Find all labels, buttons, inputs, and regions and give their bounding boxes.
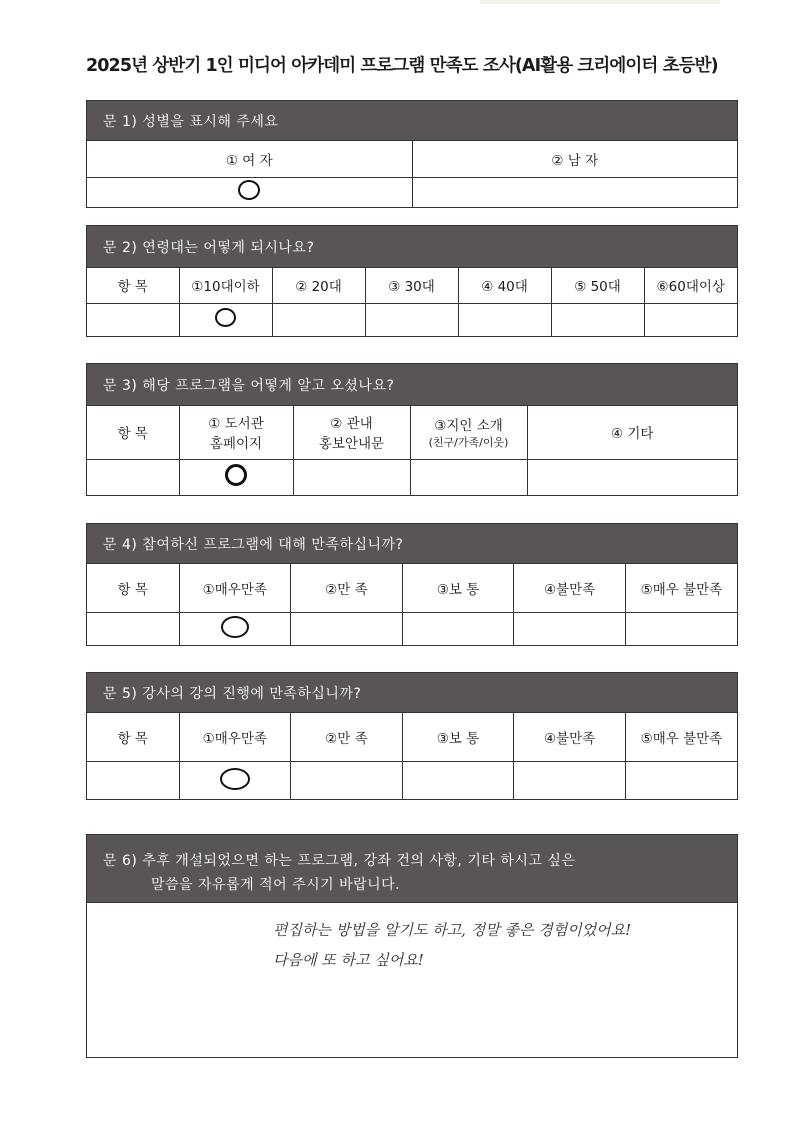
q4-option-4: ④불만족: [514, 564, 626, 612]
q3-option-1-line2: 홈페이지: [209, 436, 263, 453]
q3-option-3-line2: (친구/가족/이웃): [428, 436, 509, 450]
question-4-header: 문 4) 참여하신 프로그램에 대해 만족하십니까?: [87, 524, 737, 564]
q5-answer-1[interactable]: [179, 761, 291, 800]
q3-row-label: 항 목: [87, 406, 179, 459]
question-6-block: [86, 834, 738, 1058]
q5-answer-4[interactable]: [514, 761, 626, 800]
top-edge-strip: [480, 0, 720, 4]
q2-answer-3[interactable]: [365, 303, 458, 336]
question-3-block: [86, 363, 738, 496]
q4-answer-1[interactable]: [179, 612, 291, 646]
q4-option-3: ③보 통: [402, 564, 514, 612]
q4-answer-3[interactable]: [402, 612, 514, 646]
q6-answer-line2: 다음에 또 하고 싶어요!: [273, 951, 424, 969]
q5-option-5: ⑤매우 불만족: [625, 713, 737, 761]
q3-option-2: [293, 406, 410, 459]
circle-mark-icon: [221, 616, 249, 638]
q2-option-6: ⑥60대이상: [644, 268, 737, 303]
q3-option-1: [179, 406, 293, 459]
q2-option-4: ④ 40대: [458, 268, 551, 303]
circle-mark-icon: [225, 464, 247, 486]
q3-option-2-line1: ② 관내: [330, 416, 373, 433]
q4-answer-label: [87, 612, 179, 646]
q5-option-3: ③보 통: [402, 713, 514, 761]
question-6-line2: 말씀을 자유롭게 적어 주시기 바랍니다.: [151, 877, 401, 893]
q3-answer-1[interactable]: [179, 459, 293, 495]
q2-option-2: ② 20대: [272, 268, 365, 303]
q2-option-3: ③ 30대: [365, 268, 458, 303]
question-1-header: 문 1) 성별을 표시해 주세요: [87, 101, 737, 141]
question-6-line1: 문 6) 추후 개설되었으면 하는 프로그램, 강좌 건의 사항, 기타 하시고 싶은: [103, 853, 576, 869]
q4-answer-5[interactable]: [625, 612, 737, 646]
question-1-table: [87, 141, 737, 207]
q1-answer-male[interactable]: [412, 177, 737, 207]
q6-answer-line1: 편집하는 방법을 알기도 하고, 정말 좋은 경험이었어요!: [273, 921, 632, 939]
q2-option-5: ⑤ 50대: [551, 268, 644, 303]
q1-answer-female[interactable]: [87, 177, 412, 207]
circle-mark-icon: [238, 180, 260, 200]
question-1-block: [86, 100, 738, 208]
q3-option-4: ④ 기타: [527, 406, 737, 459]
q2-answer-6[interactable]: [644, 303, 737, 336]
q2-answer-2[interactable]: [272, 303, 365, 336]
q2-answer-1[interactable]: [179, 303, 272, 336]
q5-option-1: ①매우만족: [179, 713, 291, 761]
circle-mark-icon: [220, 768, 250, 790]
question-2-table: [87, 268, 737, 336]
question-3-table: [87, 406, 737, 495]
q4-option-2: ②만 족: [291, 564, 403, 612]
q2-answer-4[interactable]: [458, 303, 551, 336]
q1-option-female: ① 여 자: [87, 141, 412, 177]
question-6-header: [87, 835, 737, 903]
q3-answer-label: [87, 459, 179, 495]
q6-answer-area[interactable]: [87, 903, 737, 1058]
q2-answer-5[interactable]: [551, 303, 644, 336]
q3-option-1-line1: ① 도서관: [208, 416, 264, 433]
q5-answer-2[interactable]: [291, 761, 403, 800]
question-5-table: [87, 713, 737, 800]
q3-answer-3[interactable]: [410, 459, 527, 495]
q4-option-5: ⑤매우 불만족: [625, 564, 737, 612]
question-5-header: 문 5) 강사의 강의 진행에 만족하십니까?: [87, 673, 737, 713]
q2-option-1: ①10대이하: [179, 268, 272, 303]
q1-option-male: ② 남 자: [412, 141, 737, 177]
q2-answer-label: [87, 303, 179, 336]
q5-row-label: 항 목: [87, 713, 179, 761]
circle-mark-icon: [215, 308, 236, 327]
q3-option-3-line1: ③지인 소개: [434, 418, 503, 435]
q3-answer-4[interactable]: [527, 459, 737, 495]
q4-row-label: 항 목: [87, 564, 179, 612]
question-2-header: 문 2) 연령대는 어떻게 되시나요?: [87, 226, 737, 268]
q3-option-2-line2: 홍보안내문: [318, 436, 385, 453]
q5-answer-3[interactable]: [402, 761, 514, 800]
question-4-block: [86, 523, 738, 646]
q5-option-4: ④불만족: [514, 713, 626, 761]
q5-option-2: ②만 족: [291, 713, 403, 761]
q5-answer-5[interactable]: [625, 761, 737, 800]
question-2-block: [86, 225, 738, 337]
q2-row-label: 항 목: [87, 268, 179, 303]
q4-answer-4[interactable]: [514, 612, 626, 646]
question-4-table: [87, 564, 737, 646]
survey-title: 2025년 상반기 1인 미디어 아카데미 프로그램 만족도 조사(AI활용 크리에이터 초등반): [86, 56, 718, 76]
question-5-block: [86, 672, 738, 800]
q5-answer-label: [87, 761, 179, 800]
q4-option-1: ①매우만족: [179, 564, 291, 612]
q3-option-3: [410, 406, 527, 459]
question-3-header: 문 3) 해당 프로그램을 어떻게 알고 오셨나요?: [87, 364, 737, 406]
q4-answer-2[interactable]: [291, 612, 403, 646]
q3-answer-2[interactable]: [293, 459, 410, 495]
